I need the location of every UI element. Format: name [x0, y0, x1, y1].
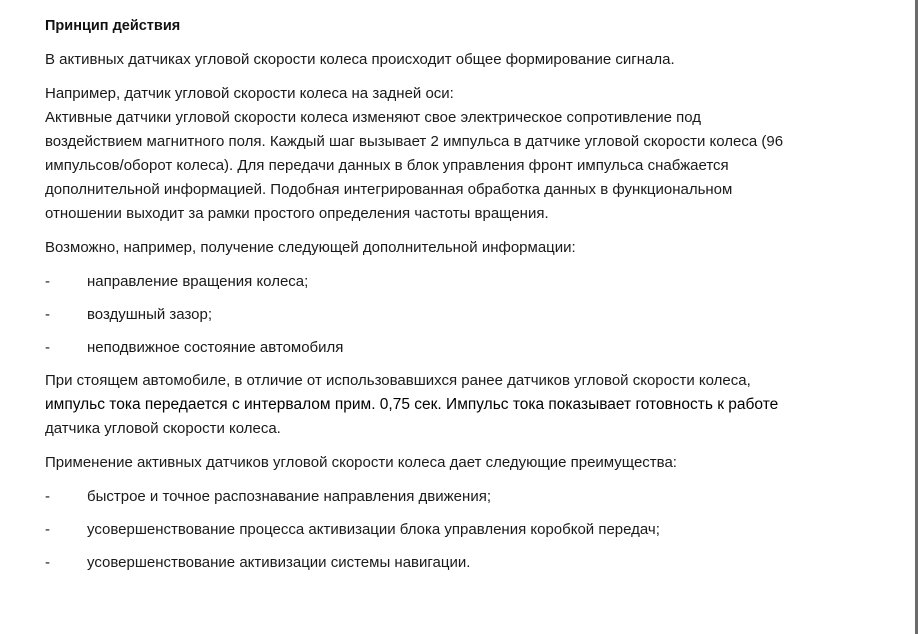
- list-item: [45, 336, 875, 360]
- standstill-line: При стоящем автомобиле, в отличие от использовавшихся ранее датчиков угловой скорости колеса,: [45, 372, 751, 389]
- list-item-text: быстрое и точное распознавание направления движения;: [87, 488, 491, 505]
- list-bullet: -: [45, 554, 50, 571]
- list-item-text: неподвижное состояние автомобиля: [87, 339, 344, 356]
- standstill-line: датчика угловой скорости колеса.: [45, 420, 281, 437]
- document-body: [45, 14, 875, 584]
- example-line: Например, датчик угловой скорости колеса на задней оси:: [45, 85, 454, 102]
- list-bullet: -: [45, 339, 50, 356]
- intro-paragraph: В активных датчиках угловой скорости колеса происходит общее формирование сигнала.: [45, 51, 675, 68]
- list-item-text: усовершенствование активизации системы навигации.: [87, 554, 471, 571]
- list-bullet: -: [45, 273, 50, 290]
- list-bullet: -: [45, 521, 50, 538]
- list-item: [45, 551, 875, 575]
- example-line: Активные датчики угловой скорости колеса изменяют свое электрическое сопротивление под: [45, 109, 702, 126]
- example-paragraph: [45, 82, 875, 226]
- example-line: дополнительной информацией. Подобная интегрированная обработка данных в функциональном: [45, 181, 733, 198]
- possible-info-intro: Возможно, например, получение следующей дополнительной информации:: [45, 239, 576, 256]
- standstill-paragraph: [45, 369, 875, 441]
- example-line: воздействием магнитного поля. Каждый шаг вызывает 2 импульса в датчике угловой скорости колеса (96: [45, 133, 784, 150]
- example-line: импульсов/оборот колеса). Для передачи данных в блок управления фронт импульса снабжается: [45, 157, 729, 174]
- advantages-intro: Применение активных датчиков угловой скорости колеса дает следующие преимущества:: [45, 454, 677, 471]
- list-item-text: воздушный зазор;: [87, 306, 213, 323]
- section-heading: Принцип действия: [45, 18, 181, 34]
- list-item: [45, 518, 875, 542]
- list-item: [45, 270, 875, 294]
- list-bullet: -: [45, 306, 50, 323]
- list-item-text: направление вращения колеса;: [87, 273, 309, 290]
- list-item: [45, 303, 875, 327]
- standstill-line: импульс тока передается с интервалом прим. 0,75 сек. Импульс тока показывает готовность к работе: [45, 396, 779, 413]
- list-bullet: -: [45, 488, 50, 505]
- example-line: отношении выходит за рамки простого определения частоты вращения.: [45, 205, 549, 222]
- list-item-text: усовершенствование процесса активизации блока управления коробкой передач;: [87, 521, 660, 538]
- list-item: [45, 485, 875, 509]
